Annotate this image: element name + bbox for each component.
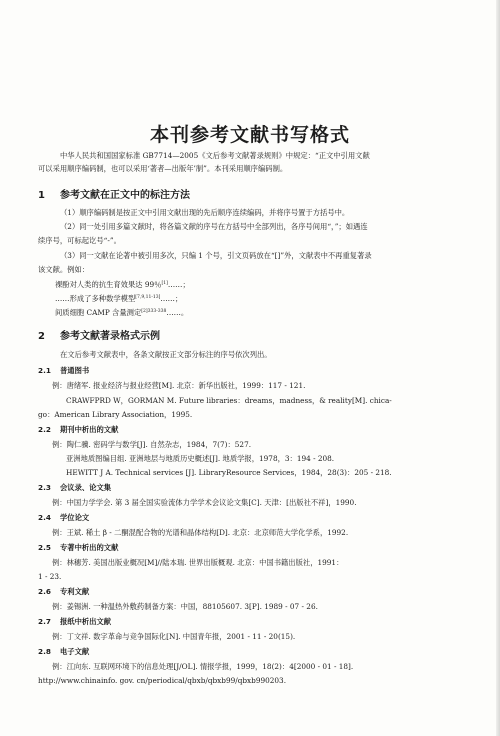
s1-example-2 (55, 292, 182, 304)
ref-2-7-a: 例：丁文祥. 数字革命与竞争国际化[N]. 中国青年报，2001 - 11 - 20(15). (52, 632, 296, 641)
ref-2-3-a: 例：中国力学学会. 第 3 届全国实验流体力学学术会议论文集[C]. 天津：[出版社不祥]，1990. (52, 498, 357, 507)
s1-example-1 (55, 278, 190, 290)
subsection-2-1: 2.1 普通图书 (38, 366, 90, 375)
s2-intro: 在文后参考文献表中，各条文献按正文部分标注的序号依次列出。 (60, 350, 272, 359)
ref-2-4-a: 例：王斌. 稀土 β - 二酮混配合物的光谱和晶体结构[D]. 北京：北京师范大学化学系，1992. (52, 528, 349, 537)
subsection-2-6: 2.6 专利文献 (38, 587, 90, 596)
ref-2-8-a: 例：江向东. 互联网环境下的信息处理[J/OL]. 情报学报，1999，18(2)：4[2000 - 01 - 18]. (52, 662, 354, 671)
example-2-text: ……形成了多种数学模型 (55, 294, 136, 303)
intro-line-2: 可以采用顺序编码制，也可以采用‘著者—出版年’制”。本刊采用顺序编码制。 (38, 164, 288, 173)
section-1-number: 1 (38, 190, 45, 201)
example-3-tail: ……。 (166, 308, 189, 317)
example-2-tail: ……； (160, 294, 183, 303)
example-2-citation: [7,9,11-13] (135, 295, 161, 300)
example-1-tail: ……； (167, 280, 190, 289)
section-1-heading (38, 186, 190, 201)
s1-item-3: （3）同一文献在论著中被引用多次，只编 1 个号，引文页码放在“[]”外，文献表中不再重复著录 (60, 251, 372, 260)
example-1-citation: [1] (161, 281, 168, 286)
ref-2-1-b: CRAWFPRD W，GORMAN M. Future libraries：dreams，madness，& reality[M]. chica- (66, 396, 392, 405)
example-1-text: 裸酚对人类的抗生育效果达 99％ (55, 280, 162, 289)
ref-2-5-a: 例：林穗芳. 美国出版业概况[M]//陆本瑞. 世界出版概观. 北京：中国书籍出版社，1991： (52, 558, 344, 567)
subsection-2-5: 2.5 专著中析出的文献 (38, 543, 119, 552)
intro-line-1: 中华人民共和国国家标准 GB7714—2005《文后参考文献著录规则》中规定：“正文中引用文献 (60, 151, 370, 160)
ref-2-1-a: 例：唐绪军. 报业经济与报业经营[M]. 北京：新华出版社，1999：117 - 121. (52, 381, 306, 390)
page-edge-shadow (496, 0, 500, 736)
s1-item-1: （1）顺序编码制是按正文中引用文献出现的先后顺序连续编码，并将序号置于方括号中。 (60, 208, 350, 217)
page-title: 本刊参考文献书写格式 (149, 124, 350, 146)
subsection-2-3: 2.3 会议录、论文集 (38, 483, 112, 492)
section-2-heading (38, 327, 160, 342)
ref-2-2-a: 例：陶仁骥. 密码学与数学[J]. 自然杂志，1984，7(7)：527. (52, 440, 252, 449)
ref-2-1-c: go：American Library Association，1995. (38, 410, 193, 419)
subsection-2-4: 2.4 学位论文 (38, 513, 90, 522)
example-3-text: 间质细胞 CAMP 含量测定 (55, 308, 142, 317)
ref-2-2-b: 亚洲地质图编目组. 亚洲地层与地质历史概述[J]. 地质学报，1978，3：194 - 208. (66, 454, 335, 463)
section-2-title: 参考文献著录格式示例 (60, 331, 160, 342)
ref-2-5-b: 1 - 23. (38, 572, 62, 581)
s1-item-3-cont: 该文献。例如： (38, 265, 90, 274)
s1-item-2-cont: 续序号，可标起讫号“-”。 (38, 236, 121, 245)
subsection-2-2: 2.2 期刊中析出的文献 (38, 425, 119, 434)
ref-2-8-b: http://www.chinainfo. gov. cn/periodical/qbxb/qbxb99/qbxb990203. (38, 676, 287, 685)
example-3-citation: [2]333-338 (141, 309, 167, 314)
ref-2-2-c: HEWITT J A. Technical services [J]. LibraryResource Services，1984，28(3)：205 - 218. (66, 468, 392, 477)
ref-2-6-a: 例：姜锡洲. 一种温热外敷药制备方案：中国，88105607. 3[P]. 1989 - 07 - 26. (52, 602, 318, 611)
section-2-number: 2 (38, 331, 45, 342)
s1-example-3 (55, 306, 188, 318)
section-1-title: 参考文献在正文中的标注方法 (60, 190, 190, 201)
s1-item-2: （2）同一处引用多篇文献时，将各篇文献的序号在方括号中全部列出，各序号间用“，”；如遇连 (60, 222, 368, 231)
subsection-2-8: 2.8 电子文献 (38, 647, 90, 656)
subsection-2-7: 2.7 报纸中析出文献 (38, 617, 112, 626)
